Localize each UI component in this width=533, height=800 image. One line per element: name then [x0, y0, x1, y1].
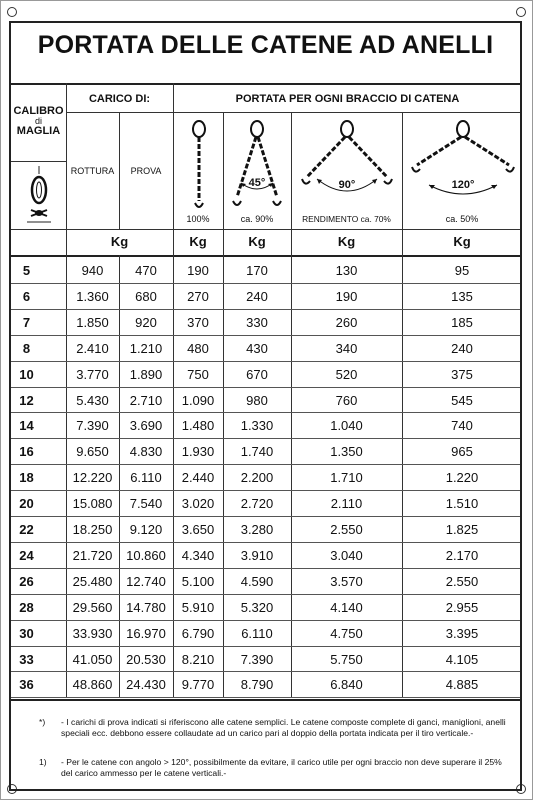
- table-cell: 1.090: [181, 392, 215, 408]
- carico-di-label: CARICO DI:: [88, 93, 151, 105]
- mount-hole-top-right: [516, 7, 526, 17]
- table-cell: 130: [335, 263, 358, 278]
- table-cell: 6.790: [181, 625, 215, 641]
- calibro-cell: 6: [22, 288, 31, 304]
- note-2-mark: 1): [39, 757, 47, 767]
- table-cell: 240: [451, 340, 473, 356]
- table-cell: 470: [135, 263, 157, 278]
- table-cell: 4.340: [181, 547, 215, 563]
- table-cell: 920: [135, 314, 157, 330]
- row-rule: [11, 387, 520, 388]
- table-cell: 750: [187, 366, 209, 382]
- angle-120-label: 120°: [451, 179, 475, 191]
- table-cell: 4.590: [240, 573, 274, 589]
- table-cell: 1.510: [445, 496, 479, 512]
- row-rule: [11, 490, 520, 491]
- calibro-cell: 20: [19, 496, 34, 512]
- table-cell: 190: [335, 288, 358, 304]
- table-cell: 965: [451, 444, 473, 460]
- note-1-text: - I carichi di prova indicati si riferiscono alle catene semplici. Le catene composte complete di ganci, maniglioni, anelli speciali ecc. debbono essere collaudate ad un carico pari al doppio della portata indicata per il tiro verticale.-: [61, 717, 506, 738]
- notes-top-rule: [11, 699, 520, 701]
- table-cell: 3.770: [76, 366, 109, 382]
- table-cell: 4.140: [330, 599, 363, 615]
- row-rule: [11, 542, 520, 543]
- table-cell: 330: [246, 314, 268, 330]
- angle-45-label: 45°: [248, 177, 266, 189]
- table-cell: 3.280: [240, 522, 274, 537]
- table-cell: 270: [187, 288, 209, 304]
- row-rule: [11, 335, 520, 336]
- note-2: [21, 757, 510, 779]
- chain-link-icon: [25, 166, 53, 224]
- table-cell: 2.170: [445, 547, 479, 563]
- calibro-cell: 26: [19, 573, 34, 589]
- table-cell: 520: [335, 366, 358, 382]
- efficiency-70: RENDIMENTO ca. 70%: [302, 214, 391, 224]
- table-cell: 3.570: [330, 573, 363, 589]
- table-cell: 5.750: [330, 651, 363, 667]
- table-cell: 3.910: [240, 547, 274, 563]
- calibro-cell: 18: [19, 470, 34, 486]
- table-cell: 740: [451, 418, 473, 434]
- table-cell: 2.110: [330, 496, 363, 512]
- unit-90: Kg: [337, 234, 356, 249]
- unit-45: Kg: [248, 234, 266, 249]
- table-cell: 9.650: [76, 444, 109, 460]
- table-cell: 7.390: [240, 651, 274, 667]
- table-cell: 6.110: [130, 470, 162, 486]
- table-cell: 5.910: [181, 599, 215, 615]
- units-bottom-rule: [11, 255, 520, 257]
- table-cell: 95: [454, 263, 470, 278]
- calibro-label: [11, 105, 66, 137]
- table-cell: 2.440: [181, 470, 215, 486]
- table-cell: 2.720: [240, 496, 274, 512]
- row-rule: [11, 568, 520, 569]
- unit-120: Kg: [453, 234, 471, 249]
- table-cell: 1.360: [76, 288, 109, 304]
- mount-hole-top-left: [7, 7, 17, 17]
- rottura-label: ROTTURA: [70, 166, 115, 176]
- table-cell: 2.550: [330, 522, 363, 537]
- header-bottom-rule: [11, 229, 520, 230]
- table-cell: 1.890: [129, 366, 163, 382]
- table-cell: 370: [187, 314, 209, 330]
- calibro-line-1: CALIBRO: [13, 105, 64, 117]
- table-cell: 2.955: [445, 599, 479, 615]
- unit-100: Kg: [189, 234, 207, 249]
- table-cell: 980: [246, 392, 268, 408]
- row-rule: [11, 361, 520, 362]
- calibro-cell: 30: [19, 625, 34, 641]
- table-cell: 1.330: [240, 418, 274, 434]
- calibro-line-3: MAGLIA: [16, 125, 61, 137]
- note-2-text: - Per le catene con angolo > 120°, possibilmente da evitare, il carico utile per ogni braccio non deve superare il 25% del carico ammesso per le catene verticali.-: [61, 757, 502, 778]
- table-cell: 2.550: [445, 573, 479, 589]
- table-cell: 4.105: [445, 651, 479, 667]
- prova-label: PROVA: [130, 166, 162, 176]
- table-cell: 6.840: [330, 677, 363, 693]
- calibro-cell: 22: [19, 522, 34, 537]
- calibro-cell: 8: [22, 340, 31, 356]
- row-rule: [11, 283, 520, 284]
- sling-45-icon: [227, 119, 287, 211]
- efficiency-50: ca. 50%: [445, 214, 479, 224]
- table-cell: 940: [81, 263, 104, 278]
- calibro-cell: 33: [19, 651, 34, 667]
- calibro-line-2: di: [34, 116, 42, 126]
- header-top-rule: [11, 83, 520, 85]
- table-cell: 340: [335, 340, 358, 356]
- calibro-cell: 5: [22, 263, 31, 278]
- calibro-cell: 24: [19, 547, 34, 563]
- table-cell: 3.395: [445, 625, 479, 641]
- table-cell: 1.220: [445, 470, 479, 486]
- vertical-chain-icon: [187, 119, 211, 211]
- calibro-cell: 16: [19, 444, 34, 460]
- efficiency-90: ca. 90%: [240, 214, 274, 224]
- table-cell: 5.320: [240, 599, 274, 615]
- table-cell: 190: [187, 263, 209, 278]
- table-cell: 1.710: [330, 470, 363, 486]
- table-cell: 1.825: [445, 522, 479, 537]
- row-rule: [11, 620, 520, 621]
- sling-120-icon: [409, 119, 517, 211]
- table-cell: 1.350: [330, 444, 363, 460]
- calibro-cell: 10: [19, 366, 34, 382]
- table-cell: 1.040: [330, 418, 363, 434]
- table-cell: 4.830: [129, 444, 163, 460]
- table-cell: 14.780: [126, 599, 166, 615]
- table-cell: 3.040: [330, 547, 363, 563]
- table-cell: 2.710: [129, 392, 163, 408]
- row-rule: [11, 671, 520, 672]
- table-cell: 7.540: [129, 496, 163, 512]
- row-rule: [11, 464, 520, 465]
- table-cell: 7.390: [76, 418, 109, 434]
- row-rule: [11, 412, 520, 413]
- table-cell: 480: [187, 340, 209, 356]
- table-cell: 12.220: [72, 470, 113, 486]
- table-cell: 430: [246, 340, 268, 356]
- table-cell: 16.970: [126, 625, 166, 641]
- page-title: PORTATA DELLE CATENE AD ANELLI: [37, 31, 494, 59]
- table-cell: 24.430: [126, 677, 166, 693]
- row-rule: [11, 309, 520, 310]
- unit-carico: Kg: [110, 234, 129, 249]
- table-cell: 29.560: [72, 599, 113, 615]
- table-cell: 15.080: [72, 496, 113, 512]
- table-cell: 9.120: [129, 522, 163, 537]
- sling-90-icon: [297, 119, 397, 211]
- table-cell: 3.650: [181, 522, 215, 537]
- table-cell: 240: [246, 288, 268, 304]
- table-cell: 25.480: [72, 573, 113, 589]
- table-cell: 670: [246, 366, 268, 382]
- table-cell: 1.850: [76, 314, 109, 330]
- efficiency-100: 100%: [186, 214, 210, 224]
- row-rule: [11, 516, 520, 517]
- table-cell: 6.110: [241, 625, 273, 641]
- calibro-cell: 7: [22, 314, 31, 330]
- table-cell: 170: [246, 263, 268, 278]
- table-cell: 4.885: [445, 677, 479, 693]
- table-cell: 375: [451, 366, 473, 382]
- calibro-rule: [11, 161, 66, 162]
- table-cell: 3.020: [181, 496, 215, 512]
- portata-label: PORTATA PER OGNI BRACCIO DI CATENA: [235, 93, 460, 105]
- table-cell: 260: [335, 314, 358, 330]
- calibro-cell: 14: [19, 418, 34, 434]
- note-1: [21, 717, 510, 739]
- table-cell: 5.100: [181, 573, 215, 589]
- table-cell: 3.690: [129, 418, 163, 434]
- calibro-cell: 36: [19, 677, 34, 693]
- table-cell: 2.200: [240, 470, 274, 486]
- table-cell: 1.480: [181, 418, 215, 434]
- row-rule: [11, 594, 520, 595]
- table-cell: 20.530: [126, 651, 166, 667]
- table-cell: 185: [451, 314, 473, 330]
- table-cell: 2.410: [76, 340, 109, 356]
- row-rule: [11, 438, 520, 439]
- table-cell: 1.930: [181, 444, 215, 460]
- table-cell: 135: [451, 288, 473, 304]
- header-subrule: [66, 112, 520, 113]
- note-1-mark: *): [39, 717, 46, 727]
- table-cell: 760: [335, 392, 358, 408]
- table-cell: 21.720: [72, 547, 113, 563]
- table-cell: 12.740: [126, 573, 166, 589]
- calibro-cell: 12: [19, 392, 34, 408]
- calibro-cell: 28: [19, 599, 34, 615]
- table-cell: 4.750: [330, 625, 363, 641]
- table-cell: 5.430: [76, 392, 109, 408]
- angle-90-label: 90°: [338, 179, 356, 191]
- table-cell: 18.250: [72, 522, 113, 537]
- table-cell: 9.770: [181, 677, 215, 693]
- table-cell: 1.210: [129, 340, 163, 356]
- table-cell: 41.050: [72, 651, 113, 667]
- table-cell: 1.740: [240, 444, 274, 460]
- table-cell: 10.860: [126, 547, 166, 563]
- table-cell: 33.930: [72, 625, 113, 641]
- row-rule: [11, 646, 520, 647]
- table-cell: 8.210: [181, 651, 215, 667]
- table-frame: [9, 21, 522, 791]
- table-cell: 545: [451, 392, 473, 408]
- table-cell: 680: [135, 288, 157, 304]
- table-cell: 8.790: [240, 677, 274, 693]
- table-cell: 48.860: [72, 677, 113, 693]
